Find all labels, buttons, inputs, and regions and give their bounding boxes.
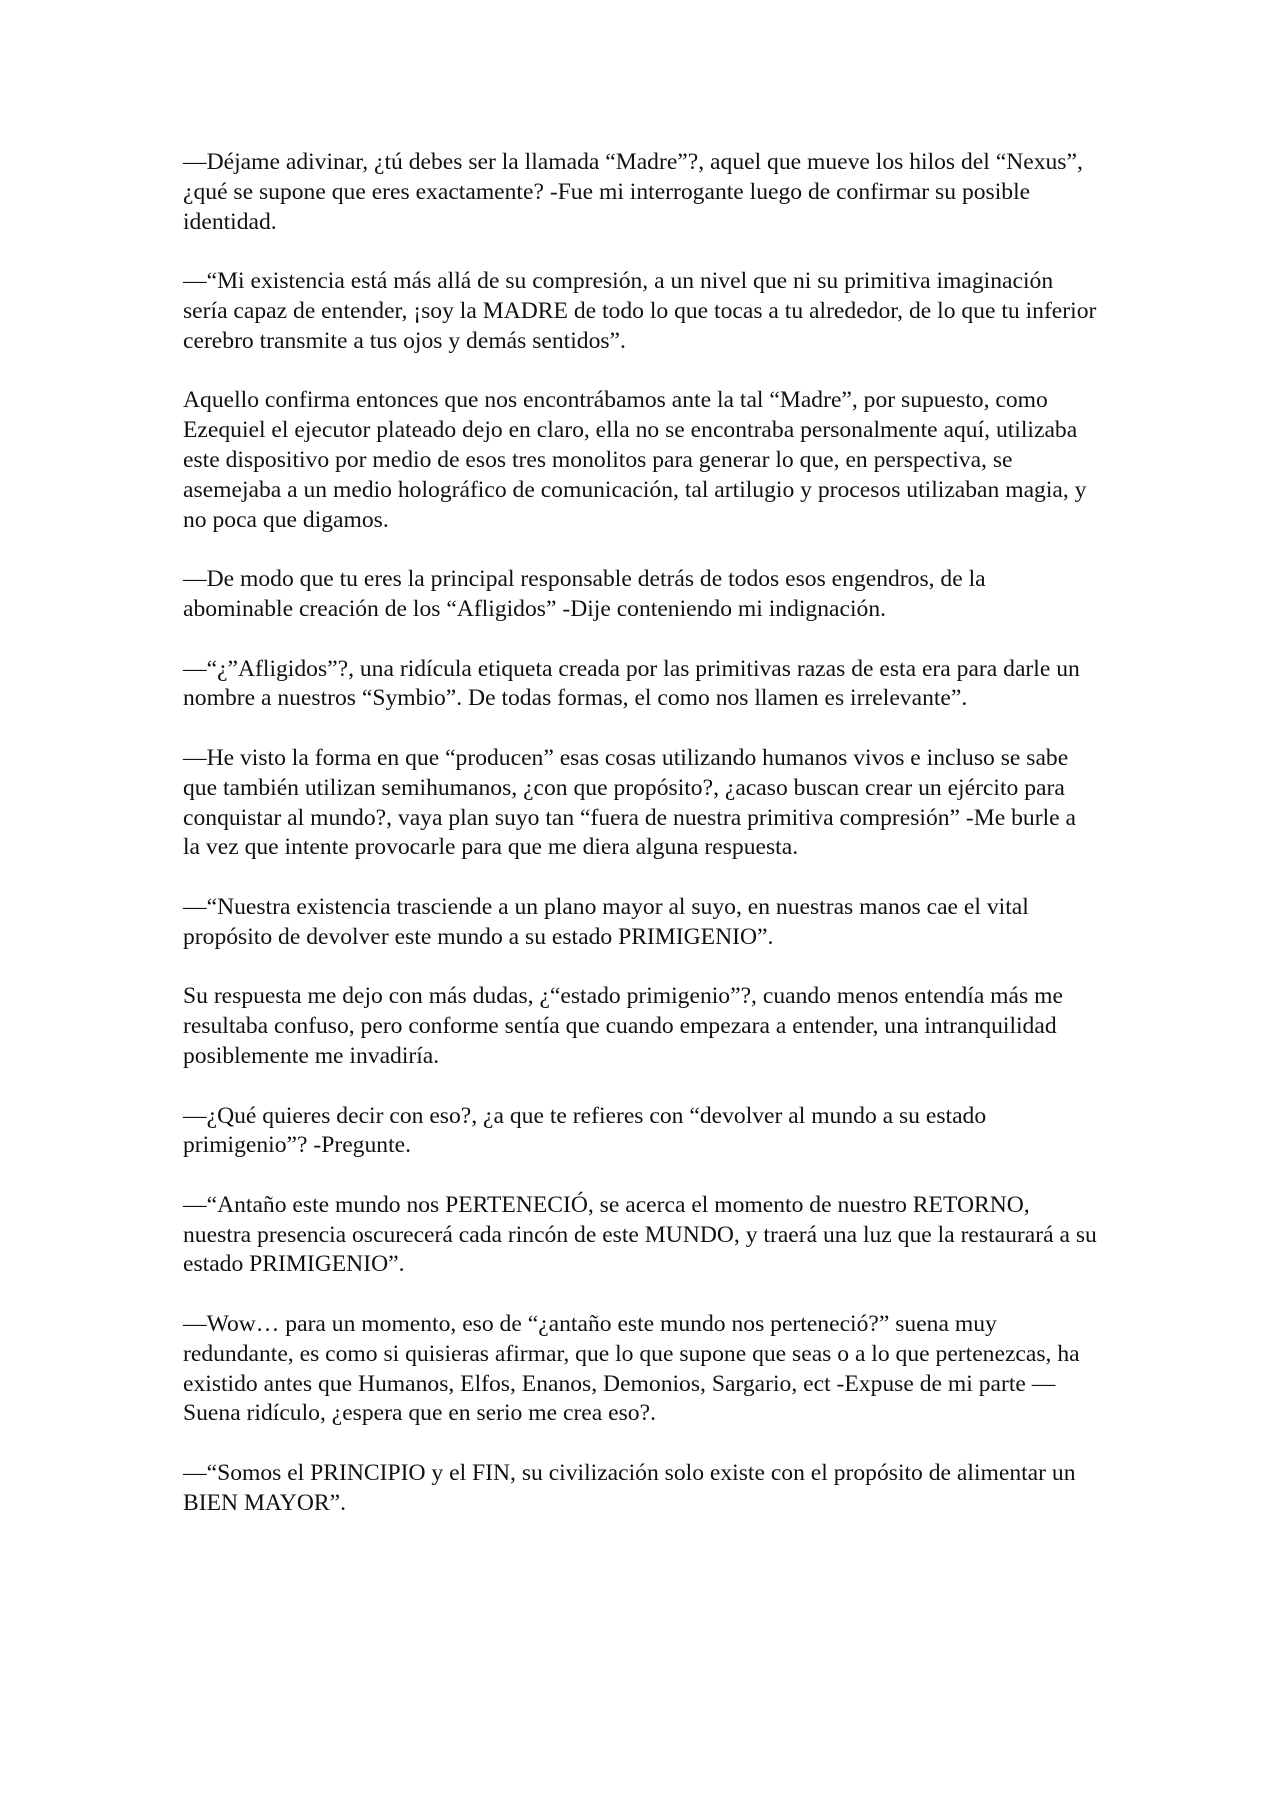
paragraph: —“Somos el PRINCIPIO y el FIN, su civilización solo existe con el propósito de alimentar un BIEN MAYOR”. (183, 1460, 1076, 1516)
paragraph: Aquello confirma entonces que nos encontrábamos ante la tal “Madre”, por supuesto, como Ezequiel el ejecutor plateado dejo en claro, ella no se encontraba personalmente aquí, utilizaba este dispositivo por medio de esos tres monolitos para generar lo que, en perspectiva, se asemejaba a un medio holográfico de comunicación, tal artilugio y procesos utilizaban magia, y no poca que digamos. (183, 387, 1087, 533)
paragraph: —“Nuestra existencia trasciende a un plano mayor al suyo, en nuestras manos cae el vital propósito de devolver este mundo a su estado PRIMIGENIO”. (183, 893, 1029, 950)
paragraph: —¿Qué quieres decir con eso?, ¿a que te refieres con “devolver al mundo a su estado primigenio”? -Pregunte. (183, 1102, 987, 1159)
paragraph: —He visto la forma en que “producen” esas cosas utilizando humanos vivos e incluso se sabe que también utilizan semihumanos, ¿con que propósito?, ¿acaso buscan crear un ejército para conquistar al mundo?, vaya plan suyo tan “fuera de nuestra primitiva compresión” -Me burle a la vez que intente provocarle para que me diera alguna respuesta. (183, 744, 1076, 861)
paragraph: —Wow… para un momento, eso de “¿antaño este mundo nos perteneció?” suena muy redundante, es como si quisieras afirmar, que lo que supone que seas o a lo que pertenezcas, ha existido antes que Humanos, Elfos, Enanos, Demonios, Sargario, ect -Expuse de mi parte —Suena ridículo, ¿espera que en serio me crea eso?. (183, 1311, 1080, 1427)
paragraph: —“Mi existencia está más allá de su compresión, a un nivel que ni su primitiva imaginación sería capaz de entender, ¡soy la MADRE de todo lo que tocas a tu alrededor, de lo que tu inferior cerebro transmite a tus ojos y demás sentidos”. (183, 268, 1097, 354)
paragraph: —Déjame adivinar, ¿tú debes ser la llamada “Madre”?, aquel que mueve los hilos del “Nexus”, ¿qué se supone que eres exactamente? -Fue mi interrogante luego de confirmar su posible identidad. (183, 149, 1083, 235)
paragraph: Su respuesta me dejo con más dudas, ¿“estado primigenio”?, cuando menos entendía más me resultaba confuso, pero conforme sentía que cuando empezara a entender, una intranquilidad posiblemente me invadiría. (183, 983, 1063, 1069)
document-page (183, 148, 1097, 1548)
paragraph: —De modo que tu eres la principal responsable detrás de todos esos engendros, de la abominable creación de los “Afligidos” -Dije conteniendo mi indignación. (183, 566, 986, 622)
paragraph: —“¿”Afligidos”?, una ridícula etiqueta creada por las primitivas razas de esta era para darle un nombre a nuestros “Symbio”. De todas formas, el como nos llamen es irrelevante”. (183, 655, 1080, 712)
paragraph: —“Antaño este mundo nos PERTENECIÓ, se acerca el momento de nuestro RETORNO, nuestra presencia oscurecerá cada rincón de este MUNDO, y traerá una luz que la restaurará a su estado PRIMIGENIO”. (183, 1191, 1097, 1278)
